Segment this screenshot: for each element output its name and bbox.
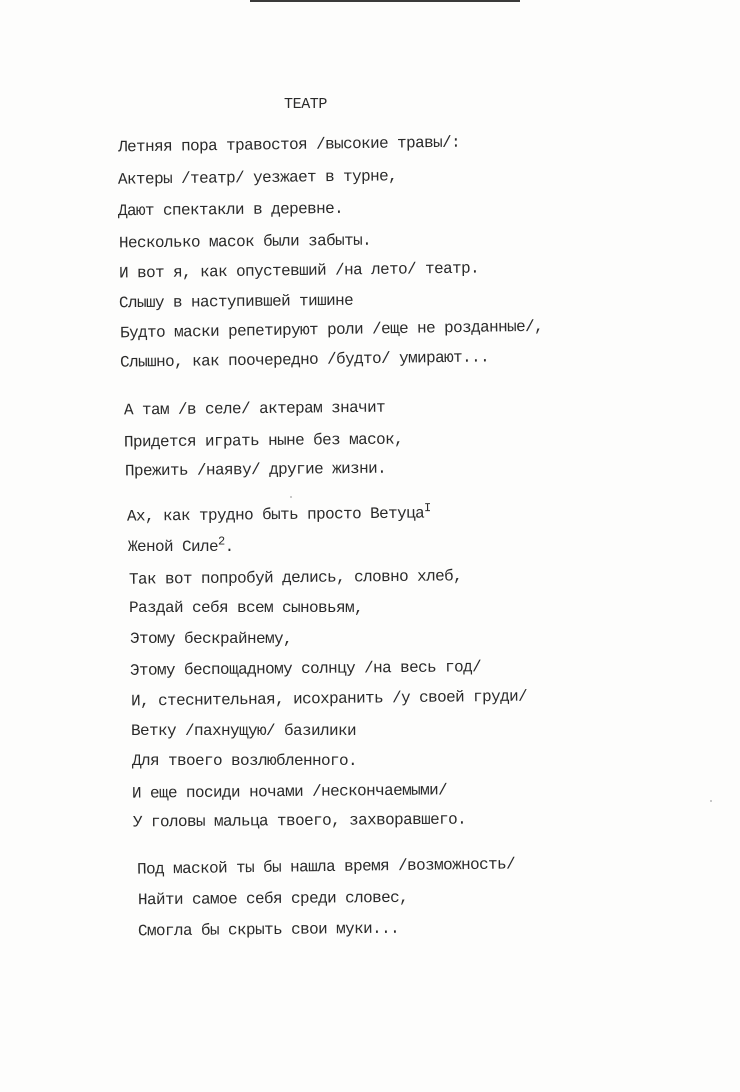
poem-line: Придется играть ныне без масок, (123, 430, 404, 452)
poem-line-punctuation: . (224, 538, 234, 556)
poem-line: Раздай себя всем сыновьям, (129, 599, 364, 617)
poem-line: И вот я, как опустевший /на лето/ театр. (118, 259, 480, 283)
poem-line: Найти самое себя среди словес, (137, 888, 409, 910)
poem-line-text: Ах, как трудно быть просто Ветуца (126, 504, 425, 526)
poem-line: Этому беспощадному солнцу /на весь год/ (129, 658, 482, 680)
poem-line: Летняя пора травостоя /высокие травы/: (117, 133, 461, 157)
poem-line: Этому бескрайнему, (130, 630, 293, 648)
poem-line-with-footnote (126, 501, 431, 526)
poem-line: Слышно, как поочередно /будто/ умирают... (119, 348, 490, 372)
poem-line: Дают спектакли в деревне. (117, 199, 344, 221)
paper-speck (710, 800, 712, 802)
poem-line-text: Женой Силе (128, 538, 219, 556)
poem-line-with-footnote (128, 534, 234, 556)
poem-line: У головы мальца твоего, захворавшего. (132, 810, 467, 832)
poem-line: А там /в селе/ актерам значит (123, 398, 386, 420)
poem-line: Ветку /пахнущую/ базилики (131, 722, 357, 740)
footnote-marker: I (423, 501, 431, 516)
paper-speck (290, 496, 292, 498)
poem-line: Слышу в наступившей тишине (118, 291, 354, 313)
poem-line: Под маской ты бы нашла время /возможность/ (136, 855, 516, 879)
poem-line: Смогла бы скрыть свои муки... (137, 919, 400, 941)
page-top-edge (250, 0, 520, 2)
poem-line: Актеры /театр/ уезжает в турне, (117, 167, 398, 189)
poem-line: Несколько масок были забыты. (118, 231, 372, 253)
poem-line: И еще посиди ночами /нескончаемыми/ (131, 781, 448, 803)
poem-line: Так вот попробуй делись, словно хлеб, (128, 567, 463, 589)
poem-line: Прежить /наяву/ другие жизни. (124, 459, 387, 481)
poem-line: Для твоего возлюбленного. (132, 752, 358, 770)
poem-title: ТЕАТР (284, 96, 328, 113)
footnote-marker: 2 (218, 534, 225, 549)
poem-line: Будто маски репетируют роли /еще не розданные/, (119, 317, 544, 343)
poem-line: И, стеснительная, исохранить /у своей груди/ (130, 687, 528, 711)
